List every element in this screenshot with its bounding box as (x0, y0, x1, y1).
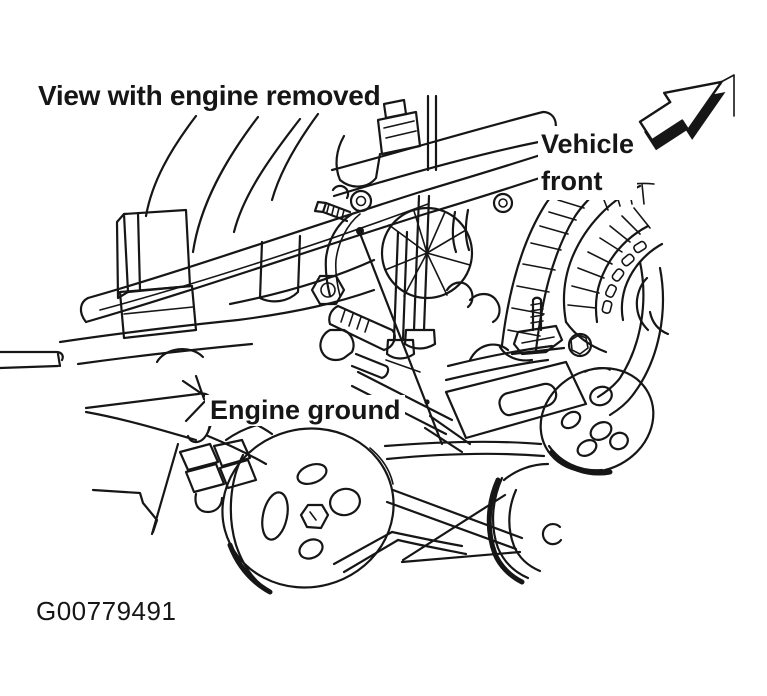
vehicle-front-line1: Vehicle (541, 129, 635, 159)
engine-ground-callout: Engine ground (205, 395, 405, 426)
crank-pulley (489, 464, 561, 582)
ground-stud-cluster (312, 186, 395, 378)
view-title: View with engine removed (35, 80, 383, 112)
ground-point-dot (356, 227, 364, 235)
hose-arcs (146, 114, 318, 252)
right-pulley (522, 349, 671, 492)
belt-and-brace (334, 442, 544, 572)
vehicle-front-arrow-icon (634, 64, 737, 160)
spoked-disc (382, 208, 500, 322)
left-bracket-box (0, 210, 196, 368)
curved-arm (585, 262, 663, 415)
vehicle-front-line2: front (541, 166, 603, 196)
left-pulley (204, 409, 411, 606)
tensioner-blocks (93, 422, 272, 534)
figure-id: G00779491 (33, 596, 179, 626)
vehicle-front-label (538, 126, 637, 200)
